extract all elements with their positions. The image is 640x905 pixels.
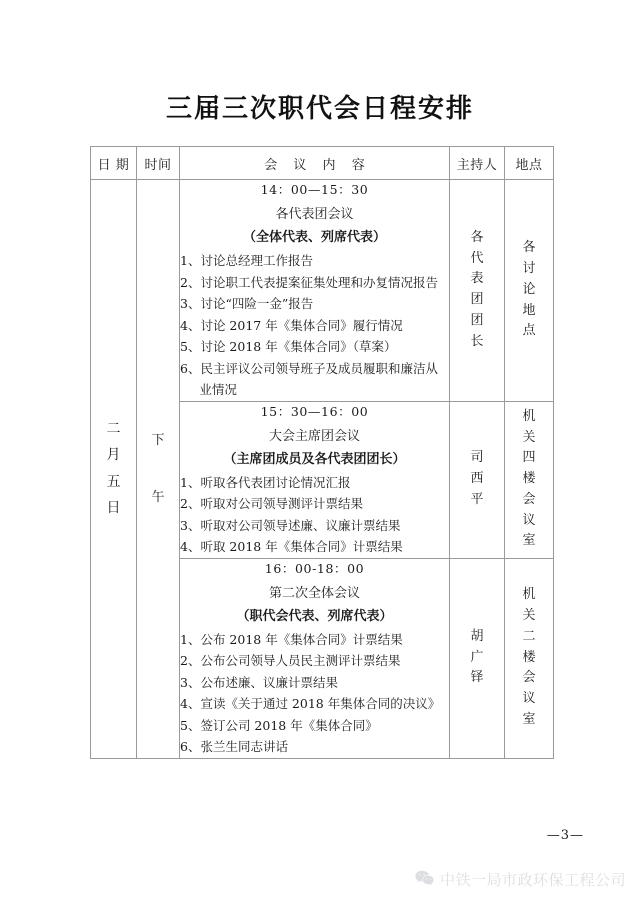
agenda-item: 2、讨论职工代表提案征集处理和办复情况报告 bbox=[180, 274, 438, 290]
table-row bbox=[91, 180, 554, 402]
time-period-label-upper: 下 bbox=[151, 432, 165, 448]
meeting-name: 大会主席团会议 bbox=[268, 428, 360, 444]
meeting-name: 各代表团会议 bbox=[275, 207, 354, 222]
host-cell bbox=[450, 558, 505, 758]
meeting-attendees: （全体代表、列席代表） bbox=[242, 230, 386, 245]
meeting-content-cell bbox=[180, 401, 450, 558]
table-header-row bbox=[91, 147, 554, 180]
agenda-item: 5、签订公司 2018 年《集体合同》 bbox=[180, 717, 378, 733]
agenda-list bbox=[180, 472, 449, 558]
agenda-item: 5、讨论 2018 年《集体合同》（草案） bbox=[180, 339, 397, 354]
wechat-account-watermark bbox=[415, 869, 626, 890]
agenda-item: 1、听取各代表团讨论情况汇报 bbox=[180, 474, 351, 490]
agenda-item: 2、公布公司领导人员民主测评计票结果 bbox=[180, 653, 401, 668]
place-name: 机关二楼会议室 bbox=[522, 587, 536, 727]
host-cell bbox=[450, 180, 505, 402]
agenda-list bbox=[180, 629, 449, 758]
place-cell bbox=[505, 180, 554, 402]
agenda-item: 6、民主评议公司领导班子及成员履职和廉洁从业情况 bbox=[180, 360, 438, 397]
schedule-table bbox=[90, 146, 554, 759]
place-cell bbox=[505, 401, 554, 558]
column-header-date: 日 期 bbox=[91, 147, 137, 180]
agenda-item: 2、听取对公司领导测评计票结果 bbox=[180, 496, 363, 511]
column-header-host: 主持人 bbox=[450, 147, 505, 180]
time-period-cell bbox=[137, 180, 180, 759]
agenda-item: 4、宣读《关于通过 2018 年集体合同的决议》 bbox=[180, 696, 441, 711]
time-period-label-lower: 午 bbox=[151, 489, 165, 505]
agenda-item: 3、讨论“四险一金”报告 bbox=[180, 296, 314, 311]
meeting-time-range: 14：00—15：30 bbox=[260, 182, 369, 197]
column-header-place: 地点 bbox=[505, 147, 554, 180]
agenda-item: 1、公布 2018 年《集体合同》计票结果 bbox=[180, 631, 403, 647]
date-label: 二月五日 bbox=[106, 420, 121, 517]
host-name: 司西平 bbox=[470, 450, 484, 507]
date-cell bbox=[91, 180, 137, 759]
meeting-attendees: （主席团成员及各代表团团长） bbox=[223, 451, 406, 467]
meeting-content-cell bbox=[180, 558, 450, 758]
agenda-item: 1、讨论总经理工作报告 bbox=[180, 253, 313, 268]
wechat-icon bbox=[415, 870, 434, 890]
meeting-attendees: （职代会代表、列席代表） bbox=[236, 608, 393, 624]
agenda-item: 6、张兰生同志讲话 bbox=[180, 739, 288, 754]
agenda-item: 4、听取 2018 年《集体合同》计票结果 bbox=[180, 539, 403, 554]
agenda-list bbox=[180, 250, 449, 401]
host-name: 胡广铎 bbox=[470, 628, 484, 686]
agenda-item: 4、讨论 2017 年《集体合同》履行情况 bbox=[180, 317, 403, 333]
agenda-item: 3、听取对公司领导述廉、议廉计票结果 bbox=[180, 517, 401, 533]
agenda-item: 3、公布述廉、议廉计票结果 bbox=[180, 674, 338, 690]
place-name: 各讨论地点 bbox=[522, 240, 536, 339]
meeting-time-range: 16：00-18：00 bbox=[264, 560, 365, 576]
column-header-content: 会 议 内 容 bbox=[180, 147, 450, 180]
meeting-time-range: 15：30—16：00 bbox=[260, 403, 369, 419]
host-cell bbox=[450, 401, 505, 558]
meeting-content-cell bbox=[180, 180, 450, 402]
wechat-account-name: 中铁一局市政环保工程公司 bbox=[439, 871, 626, 889]
column-header-time: 时间 bbox=[137, 147, 180, 180]
meeting-name: 第二次全体会议 bbox=[268, 585, 360, 601]
page-number: —3— bbox=[546, 828, 584, 843]
page-title: 三届三次职代会日程安排 bbox=[165, 94, 474, 124]
place-cell bbox=[505, 558, 554, 758]
place-name: 机关四楼会议室 bbox=[522, 408, 536, 549]
host-name: 各代表团团长 bbox=[470, 229, 484, 349]
